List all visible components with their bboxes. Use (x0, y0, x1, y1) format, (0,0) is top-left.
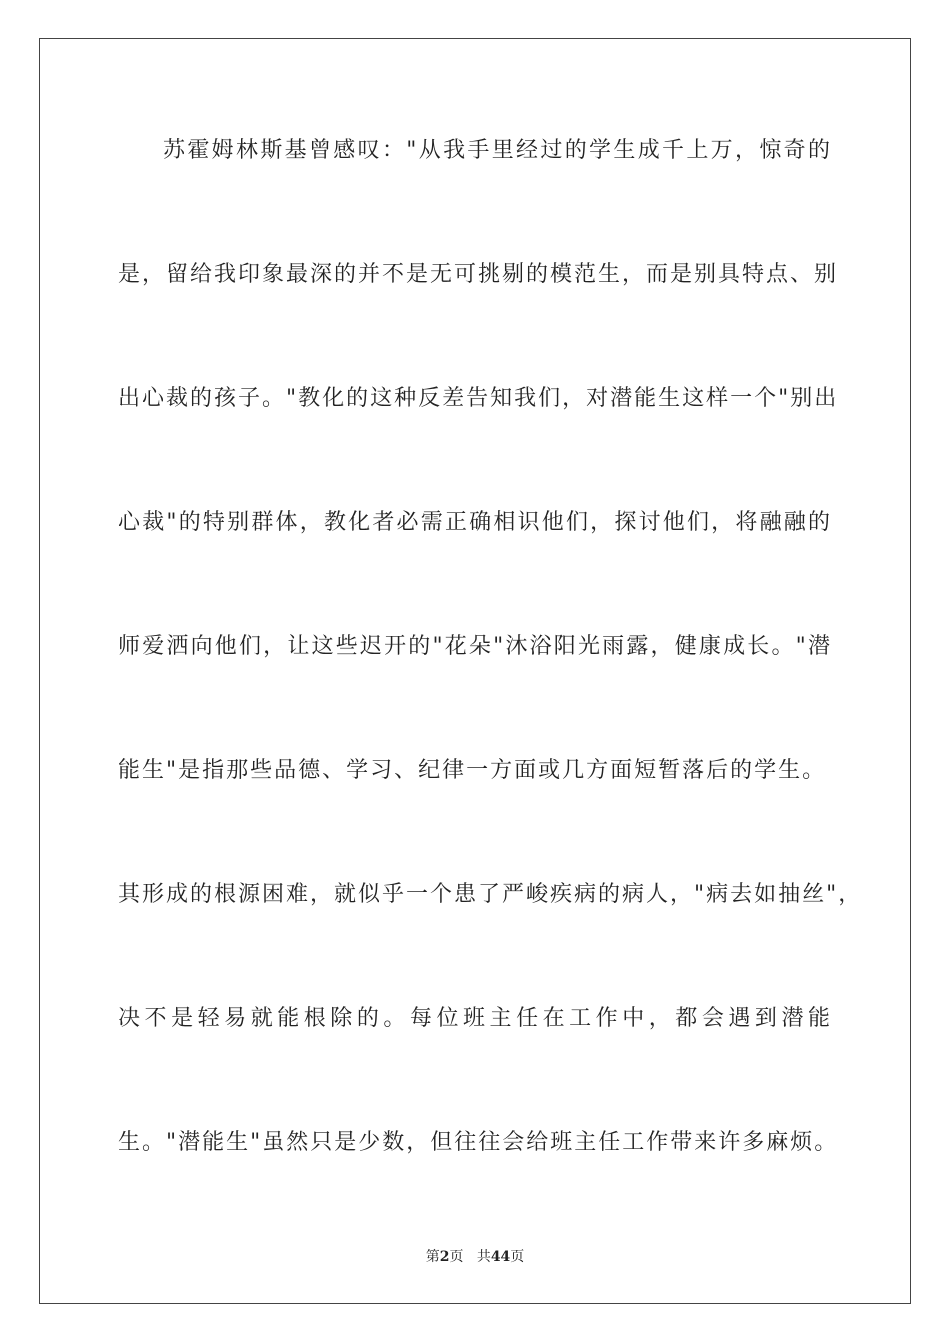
paragraph-line-4: 心裁"的特别群体，教化者必需正确相识他们，探讨他们，将融融的 (118, 510, 832, 535)
footer-total-suffix: 页 (510, 1249, 525, 1265)
page-border (39, 38, 911, 1304)
footer-total-prefix: 共 (476, 1249, 491, 1265)
page-footer (0, 1247, 950, 1267)
paragraph-line-9: 生。"潜能生"虽然只是少数，但往往会给班主任工作带来许多麻烦。 (118, 1130, 839, 1155)
paragraph-line-2: 是，留给我印象最深的并不是无可挑剔的模范生，而是别具特点、别 (118, 262, 839, 287)
footer-page-number: 2 (439, 1249, 450, 1265)
paragraph-line-3: 出心裁的孩子。"教化的这种反差告知我们，对潜能生这样一个"别出 (118, 386, 839, 411)
footer-page-suffix: 页 (449, 1249, 464, 1265)
footer-page-prefix: 第 (425, 1249, 440, 1265)
paragraph-line-8: 决不是轻易就能根除的。每位班主任在工作中，都会遇到潜能 (118, 1006, 832, 1031)
paragraph-line-7: 其形成的根源困难，就似乎一个患了严峻疾病的病人，"病去如抽丝"， (118, 882, 863, 907)
paragraph-line-1: 苏霍姆林斯基曾感叹："从我手里经过的学生成千上万，惊奇的 (163, 138, 832, 163)
footer-total-pages: 44 (490, 1249, 511, 1265)
paragraph-line-6: 能生"是指那些品德、学习、纪律一方面或几方面短暂落后的学生。 (118, 758, 827, 783)
paragraph-line-5: 师爱洒向他们，让这些迟开的"花朵"沐浴阳光雨露，健康成长。"潜 (118, 634, 832, 659)
